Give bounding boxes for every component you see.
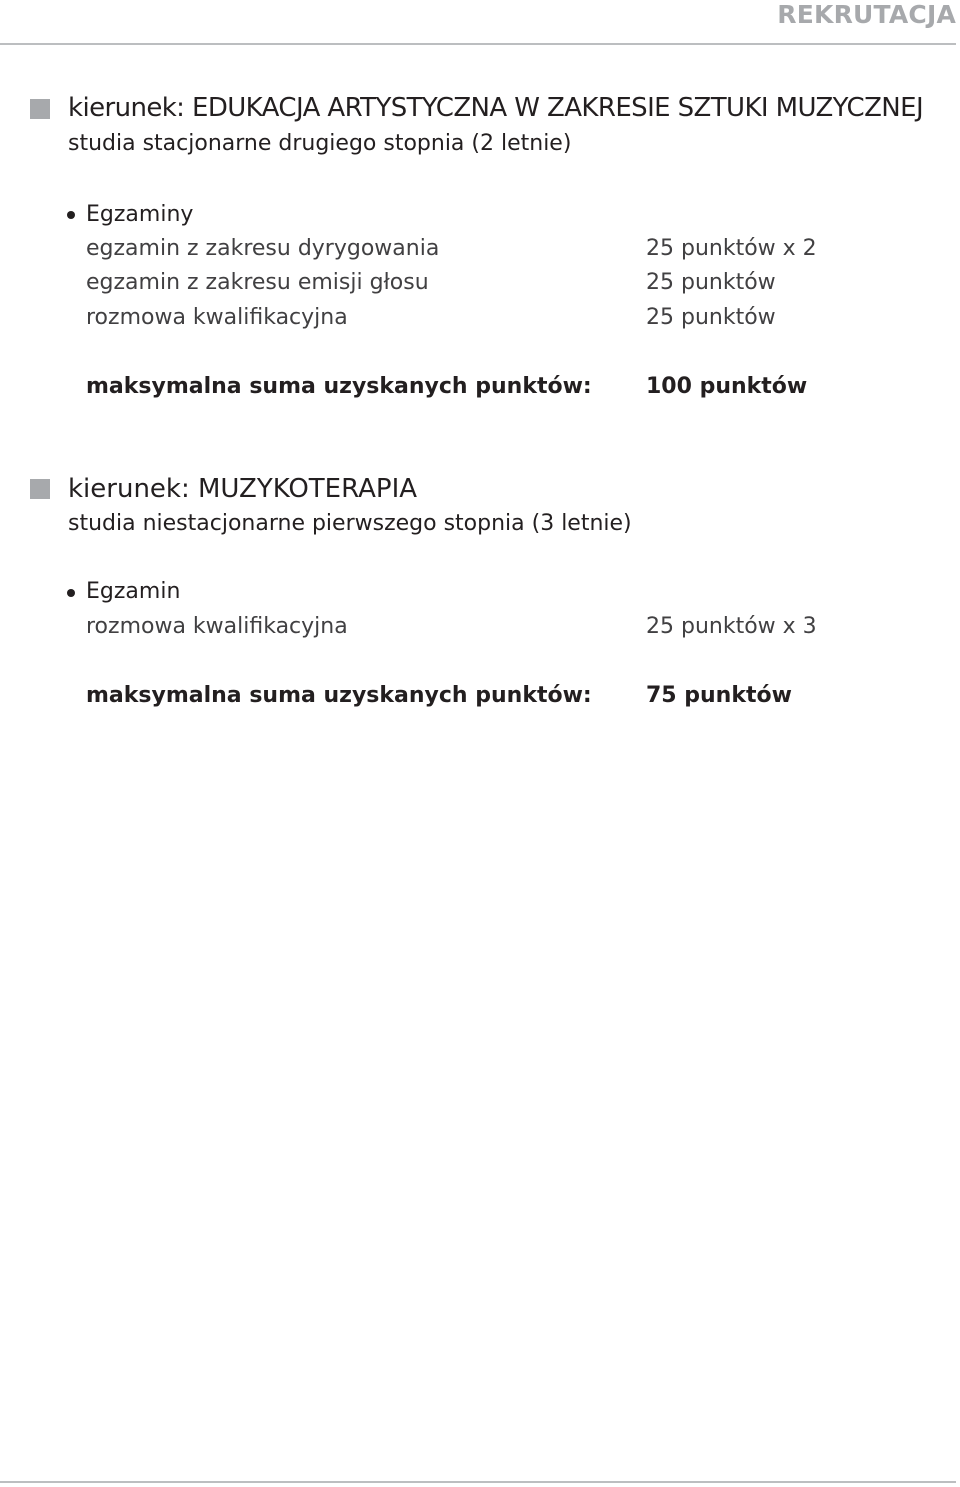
section-square-icon — [30, 99, 50, 119]
section-1-row-1-label: egzamin z zakresu dyrygowania — [86, 236, 440, 261]
header-divider — [0, 43, 956, 45]
page-header-title: REKRUTACJA — [777, 0, 956, 29]
section-1-row-3-value: 25 punktów — [646, 305, 776, 330]
section-1-row-2-value: 25 punktów — [646, 270, 776, 295]
section-2-sum-value: 75 punktów — [646, 683, 792, 708]
section-2-row-1-label: rozmowa kwalifikacyjna — [86, 614, 348, 639]
bullet-icon — [67, 589, 75, 597]
section-1-subtitle: studia stacjonarne drugiego stopnia (2 letnie) — [68, 131, 572, 156]
section-1-sum-label: maksymalna suma uzyskanych punktów: — [86, 374, 592, 399]
section-2-sum-label: maksymalna suma uzyskanych punktów: — [86, 683, 592, 708]
section-1-sum-value: 100 punktów — [646, 374, 808, 399]
section-1-row-1-value: 25 punktów x 2 — [646, 236, 817, 261]
section-1-row-3-label: rozmowa kwalifikacyjna — [86, 305, 348, 330]
section-2-row-1-value: 25 punktów x 3 — [646, 614, 817, 639]
section-2-subtitle: studia niestacjonarne pierwszego stopnia (3 letnie) — [68, 511, 632, 536]
bullet-icon — [67, 211, 75, 219]
section-1-title: kierunek: EDUKACJA ARTYSTYCZNA W ZAKRESIE SZTUKI MUZYCZNEJ — [68, 93, 924, 123]
footer-divider — [0, 1481, 956, 1483]
section-2-group-title: Egzamin — [86, 579, 181, 604]
section-2-title: kierunek: MUZYKOTERAPIA — [68, 474, 418, 504]
section-1-group-title: Egzaminy — [86, 202, 194, 227]
section-square-icon — [30, 479, 50, 499]
section-1-row-2-label: egzamin z zakresu emisji głosu — [86, 270, 429, 295]
